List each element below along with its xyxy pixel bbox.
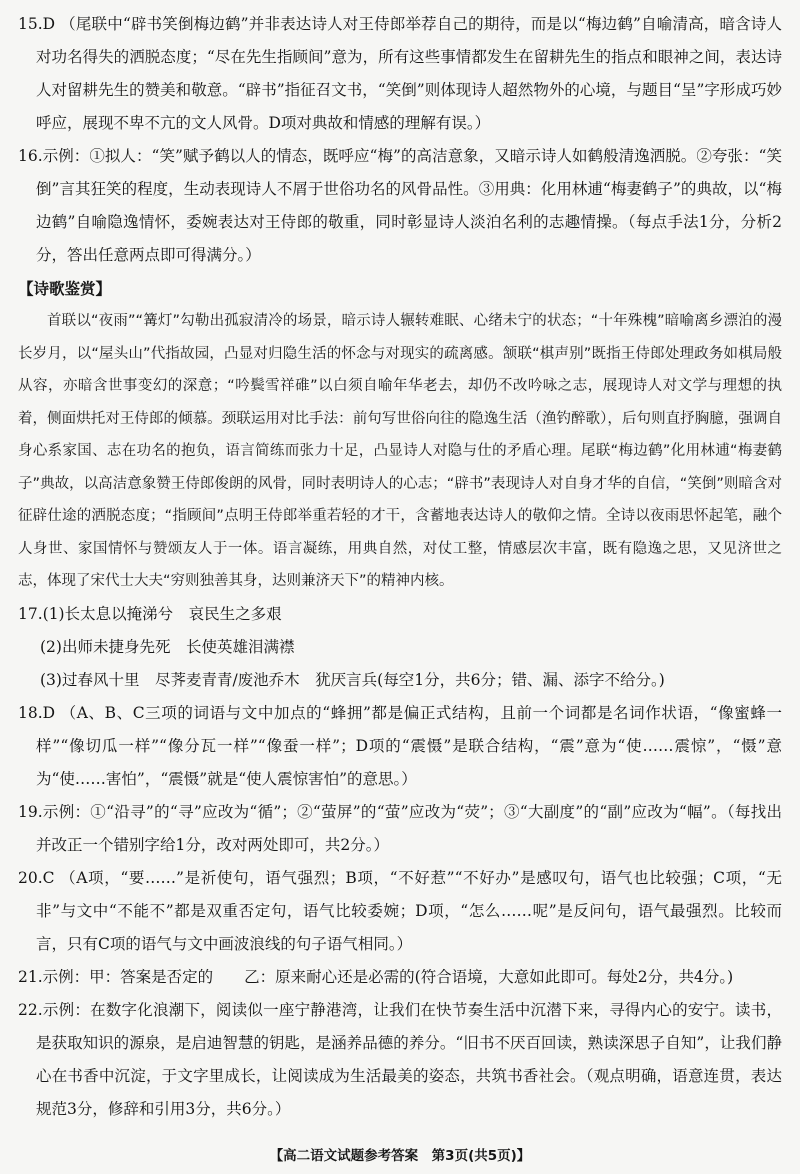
answer-15: 15.D （尾联中“辟书笑倒梅边鹤”并非表达诗人对王侍郎举荐自己的期待，而是以“梅边鹤”自喻清高，暗含诗人对功名得失的洒脱态度；“尽在先生指顾间”意为，所有这些事情都发生在留耕先生的指点和眼神之间，表达诗人对留耕先生的赞美和敬意。“辟书”指征召文书，“笑倒”则体现诗人超然物外的心境，与题目“呈”字形成巧妙呼应，展现不卑不亢的文人风骨。D项对典故和情感的理解有误。）: [18, 15, 782, 132]
answer-19: 19.示例：①“沿寻”的“寻”应改为“循”；②“萤屏”的“萤”应改为“荧”；③“大副度”的“副”应改为“幅”。（每找出并改正一个错别字给1分，改对两处即可，共2分。）: [18, 802, 782, 854]
answer-17-2: (2)出师未捷身先死 长使英雄泪满襟: [40, 637, 295, 656]
page-footer: 【高二语文试题参考答案 第3页(共5页)】: [269, 1148, 531, 1164]
answer-18: 18.D （A、B、C三项的词语与文中加点的“蜂拥”都是偏正式结构，且前一个词都是名词作状语，“像蜜蜂一样”“像切瓜一样”“像分瓦一样”“像蚕一样”；D项的“震慑”是联合结构，“震”意为“使……震惊”，“慑”意为“使……害怕”，“震慑”就是“使人震惊害怕”的意思。）: [18, 703, 782, 788]
section-title: 【诗歌鉴赏】: [18, 279, 112, 298]
answer-16: 16.示例：①拟人：“笑”赋予鹤以人的情态，既呼应“梅”的高洁意象，又暗示诗人如鹤般清逸洒脱。②夸张：“笑倒”言其狂笑的程度，生动表现诗人不屑于世俗功名的风骨品性。③用典：化用林逋“梅妻鹤子”的典故，以“梅边鹤”自喻隐逸情怀，委婉表达对王侍郎的敬重，同时彰显诗人淡泊名利的志趣情操。（每点手法1分，分析2分，答出任意两点即可得满分。）: [18, 147, 782, 264]
answer-17-1: 17.(1)长太息以掩涕兮 哀民生之多艰: [18, 604, 282, 623]
answer-22: 22.示例：在数字化浪潮下，阅读似一座宁静港湾，让我们在快节奏生活中沉潜下来，寻得内心的安宁。读书，是获取知识的源泉，是启迪智慧的钥匙，是涵养品德的养分。“旧书不厌百回读，熟读深思子自知”，让我们静心在书香中沉淀，于文字里成长，让阅读成为生活最美的姿态，共筑书香社会。（观点明确，语意连贯，表达规范3分，修辞和引用3分，共6分。）: [18, 1000, 782, 1118]
poem-analysis: 首联以“夜雨”“篝灯”勾勒出孤寂清冷的场景，暗示诗人辗转难眠、心绪未宁的状态；“十年殊槐”暗喻离乡漂泊的漫长岁月，以“屋头山”代指故园，凸显对归隐生活的怀念与对现实的疏离感。颔联“棋声别”既指王侍郎处理政务如棋局般从容，亦暗含世事变幻的深意；“吟鬓雪祥碓”以白须自喻年华老去，却仍不改吟咏之志，展现诗人对文学与理想的执着，侧面烘托对王侍郎的倾慕。颈联运用对比手法：前句写世俗向往的隐逸生活（渔钓醉歌），后句则直抒胸臆，强调自身心系家国、志在功名的抱负，语言简练而张力十足，凸显诗人对隐与仕的矛盾心理。尾联“梅边鹤”化用林逋“梅妻鹤子”典故，以高洁意象赞王侍郎俊朗的风骨，同时表明诗人的心志；“辟书”表现诗人对自身才华的自信，“笑倒”则暗含对征辟仕途的洒脱态度；“指顾间”点明王侍郎举重若轻的才干，含蓄地表达诗人的敬仰之情。全诗以夜雨思怀起笔，融个人身世、家国情怀与赞颂友人于一体。语言凝练，用典自然，对仗工整，情感层次丰富，既有隐逸之思，又见济世之志，体现了宋代士大夫“穷则独善其身，达则兼济天下”的精神内核。: [18, 313, 782, 589]
answer-20: 20.C （A项，“要……”是祈使句，语气强烈；B项，“不好惹”“不好办”是感叹句，语气也比较强；C项，“无非”与文中“不能不”都是双重否定句，语气比较委婉；D项，“怎么……呢”是反问句，语气最强烈。比较而言，只有C项的语气与文中画波浪线的句子语气相同。）: [18, 868, 782, 953]
answer-21: 21.示例：甲：答案是否定的 乙：原来耐心还是必需的(符合语境，大意如此即可。每处2分，共4分。): [18, 967, 734, 986]
answer-17-3: (3)过春风十里 尽荠麦青青/废池乔木 犹厌言兵(每空1分，共6分；错、漏、添字不给分。): [40, 670, 665, 689]
